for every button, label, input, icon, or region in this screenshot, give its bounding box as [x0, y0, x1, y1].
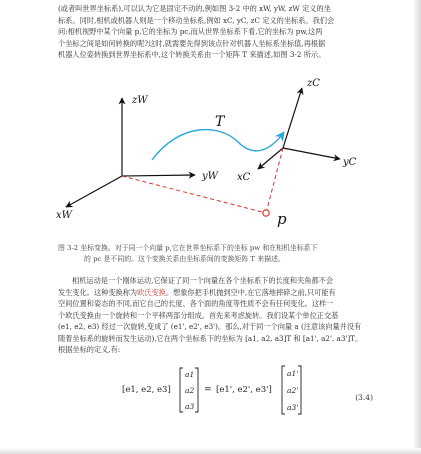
- lhs-left-bracket: [180, 368, 183, 412]
- world-y-label: yW: [202, 171, 218, 182]
- camera-z-axis: [283, 88, 302, 148]
- caption-line: 图 3-2 坐标变换。对于同一个向量 p,它在世界坐标系下的坐标 pw 和在相机坐标系下: [58, 244, 318, 252]
- page-shadow-bottom: [0, 448, 421, 454]
- text-line: 随着坐标系的旋转而发生运动),它在两个坐标系下的坐标为 [a1, a2, a3]T 和 [a1', a2', a3']T。: [58, 333, 363, 343]
- text-line: 个坐标之间是如何转换的呢?这时,就需要先得到该点针对机器人坐标系坐标值,再根据: [58, 38, 326, 48]
- point-p-label: p: [277, 210, 287, 228]
- rhs-left-bracket: [282, 366, 285, 414]
- camera-x-label: xC: [237, 172, 251, 183]
- lhs-right-bracket: [195, 368, 198, 412]
- lhs-vec-entry: a3: [185, 402, 195, 411]
- coordinate-transform-figure: [0, 62, 421, 242]
- transform-label: T: [215, 114, 225, 130]
- equation-rhs-basis: [e1', e2', e3']: [216, 385, 272, 395]
- text-line: 相机运动是一个刚体运动,它保证了同一个向量在各个坐标系下的长度和夹角都不会: [72, 276, 334, 285]
- figure-caption: [58, 243, 378, 265]
- text-line: 个欧氏变换由一个旋转和一个平移两部分组成。首先来考虑旋转。我们设某个单位正交基: [58, 310, 339, 320]
- body-paragraph: [58, 275, 370, 356]
- world-z-label: zW: [132, 95, 148, 106]
- equation-3-4: [0, 362, 421, 416]
- lhs-vec-entry: a2: [185, 386, 195, 395]
- text-line: 机器人位姿转换到世界坐标系中,这个转换关系由一个矩阵 T 来描述,如图 3-2 所示。: [58, 50, 326, 59]
- highlighted-term: 欧氏变换: [137, 287, 166, 297]
- caption-line: 的 pc 是不同的。这个变换关系由坐标系间的变换矩阵 T 来描述。: [84, 255, 285, 263]
- camera-y-label: yC: [343, 157, 357, 168]
- equals-sign: =: [204, 385, 212, 395]
- transform-curve: [152, 130, 284, 160]
- world-y-axis: [122, 175, 195, 176]
- text-line: 标系。同时,相机或机器人则是一个移动坐标系,例如 xC, yC, zC 定义的坐标系。我们会: [58, 15, 335, 25]
- text-line: (或者叫世界坐标系),可以认为它是固定不动的,例如图 3-2 中的 xW, yW, zW 定义的坐: [58, 4, 331, 13]
- page-shadow-right: [413, 0, 421, 454]
- point-p-marker: [263, 210, 269, 216]
- rhs-vec-entry: a3': [287, 403, 299, 412]
- camera-y-axis: [283, 148, 340, 159]
- camera-z-label: zC: [307, 78, 320, 89]
- text-line: 空间位置和姿态的不同,而它自己的长度、各个面的角度等性质不会有任何变化。这样一: [58, 299, 334, 308]
- rhs-right-bracket: [298, 366, 301, 414]
- world-x-axis: [66, 176, 122, 207]
- text-line: 根据坐标的定义,有:: [58, 345, 121, 354]
- text-line: (e1, e2, e3) 经过一次旋转,变成了 (e1', e2', e3')。那么,对于同一个向量 a (注意该向量并没有: [58, 322, 362, 331]
- camera-to-point-dashed: [266, 148, 283, 213]
- rhs-vec-entry: a1': [287, 369, 299, 378]
- top-paragraph: [58, 3, 370, 61]
- camera-x-axis: [258, 148, 283, 169]
- rhs-vec-entry: a2': [287, 386, 299, 395]
- equation-number: (3.4): [355, 393, 373, 402]
- lhs-vec-entry: a1: [185, 370, 195, 379]
- text-line: 发生变化。这种变换称为欧氏变换。想象你把手机抛到空中,在它落地摔碎之前,只可能有: [58, 287, 336, 297]
- text-line: 问:相机视野中某个向量 p,它的坐标为 pc,而从世界坐标系下看,它的坐标为 pw,这两: [58, 27, 323, 36]
- equation-lhs-basis: [e1, e2, e3]: [122, 385, 171, 395]
- world-x-label: xW: [56, 210, 72, 221]
